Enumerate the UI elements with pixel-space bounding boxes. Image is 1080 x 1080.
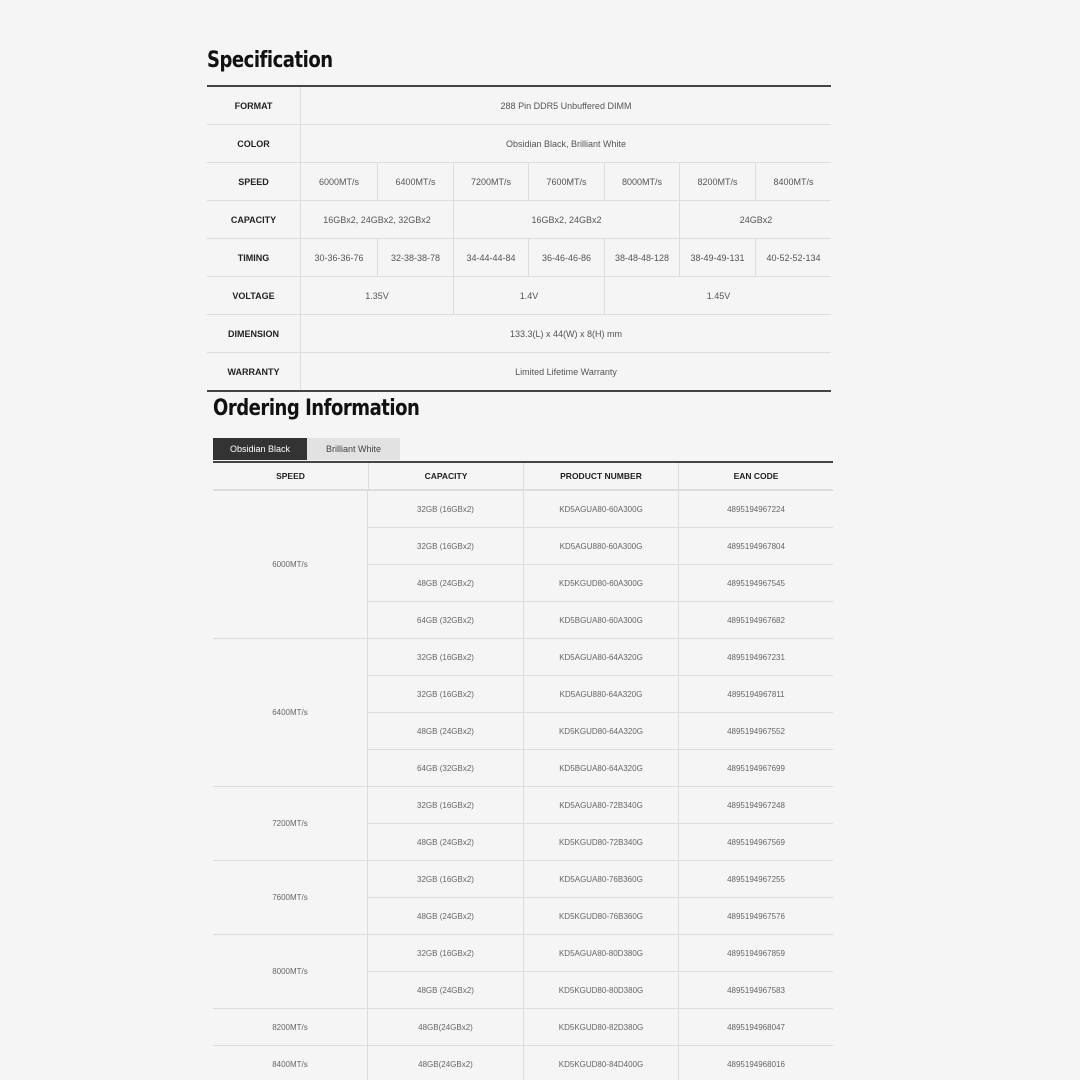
capacity-cell: 64GB (32GBx2) [417,763,474,773]
speed-group-8400 [213,1045,833,1080]
spec-label: SPEED [207,163,301,200]
header-product-number: PRODUCT NUMBER [523,463,678,489]
spec-timing-cell: 34-44-44-84 [453,239,528,276]
ean-code-cell: 4895194967255 [678,861,833,897]
group-speed: 7600MT/s [213,861,368,934]
capacity-cell: 48GB (24GBx2) [417,837,474,847]
ean-code-cell: 4895194967583 [678,972,833,1008]
spec-label: COLOR [207,125,301,162]
table-row [368,861,833,897]
spec-value: 133.3(L) x 44(W) x 8(H) mm [509,328,623,339]
capacity-cell: 48GB (24GBx2) [417,726,474,736]
capacity-cell: 32GB (16GBx2) [417,541,474,551]
header-capacity: CAPACITY [368,463,523,489]
ean-code-cell: 4895194967224 [678,491,833,527]
speed-group-7600 [213,860,833,934]
speed-group-7200 [213,786,833,860]
spec-value: Obsidian Black, Brilliant White [505,138,627,149]
product-number-cell: KD5KGUD80-84D400G [523,1046,678,1080]
ean-code-cell: 4895194967552 [678,713,833,749]
table-row [368,897,833,934]
table-row [368,639,833,675]
specification-title: Specification [207,48,333,73]
capacity-cell: 64GB (32GBx2) [417,615,474,625]
table-row [368,749,833,786]
spec-speed-cell: 6000MT/s [318,176,360,187]
product-number-cell: KD5KGUD80-64A320G [523,713,678,749]
ean-code-cell: 4895194967569 [678,824,833,860]
group-speed: 8400MT/s [213,1046,368,1080]
spec-label: VOLTAGE [207,277,301,314]
header-ean-code: EAN CODE [678,463,833,489]
capacity-cell: 48GB (24GBx2) [417,578,474,588]
color-tabs [213,438,400,460]
group-speed: 6000MT/s [213,491,368,638]
group-speed: 7200MT/s [213,787,368,860]
spec-speed-cell: 8400MT/s [755,163,831,200]
spec-capacity-cell: 16GBx2, 24GBx2 [453,201,679,238]
product-number-cell: KD5BGUA80-60A300G [523,602,678,638]
spec-voltage-cell: 1.45V [604,277,832,314]
speed-group-6400 [213,638,833,786]
table-row [368,601,833,638]
ean-code-cell: 4895194967231 [678,639,833,675]
ean-code-cell: 4895194968047 [678,1009,833,1045]
table-row [368,564,833,601]
ordering-table [213,461,833,1080]
ean-code-cell: 4895194967804 [678,528,833,564]
product-number-cell: KD5AGU880-64A320G [523,676,678,712]
table-row [368,527,833,564]
header-speed: SPEED [276,471,305,481]
spec-speed-cell: 8200MT/s [679,163,755,200]
spec-row-speed [207,162,831,200]
group-speed: 8200MT/s [213,1009,368,1045]
table-row [368,1009,833,1045]
spec-timing-cell: 36-46-46-86 [528,239,604,276]
ean-code-cell: 4895194967859 [678,935,833,971]
capacity-cell: 32GB (16GBx2) [417,689,474,699]
spec-speed-cell: 7600MT/s [528,163,604,200]
spec-timing-cell: 38-48-48-128 [604,239,679,276]
tab-obsidian-black[interactable]: Obsidian Black [213,438,307,460]
product-number-cell: KD5KGUD80-60A300G [523,565,678,601]
table-row [368,971,833,1008]
capacity-cell: 32GB (16GBx2) [417,874,474,884]
speed-group-6000 [213,490,833,638]
product-number-cell: KD5AGUA80-80D380G [523,935,678,971]
product-number-cell: KD5AGUA80-72B340G [523,787,678,823]
table-row [368,823,833,860]
spec-row-capacity [207,200,831,238]
ean-code-cell: 4895194967576 [678,898,833,934]
product-number-cell: KD5KGUD80-72B340G [523,824,678,860]
ean-code-cell: 4895194967811 [678,676,833,712]
ordering-title: Ordering Information [213,396,420,421]
capacity-cell: 48GB (24GBx2) [417,911,474,921]
tab-brilliant-white[interactable]: Brilliant White [307,438,400,460]
product-number-cell: KD5KGUD80-82D380G [523,1009,678,1045]
spec-row-dimension [207,314,831,352]
group-speed: 8000MT/s [213,935,368,1008]
capacity-cell: 32GB (16GBx2) [417,652,474,662]
product-number-cell: KD5KGUD80-80D380G [523,972,678,1008]
speed-group-8000 [213,934,833,1008]
spec-speed-cell: 7200MT/s [453,163,528,200]
spec-speed-cell: 8000MT/s [604,163,679,200]
table-row [368,675,833,712]
group-speed: 6400MT/s [213,639,368,786]
capacity-cell: 32GB (16GBx2) [417,948,474,958]
table-row [368,491,833,527]
table-row [368,712,833,749]
table-header [213,463,833,490]
product-number-cell: KD5AGUA80-64A320G [523,639,678,675]
spec-label: WARRANTY [207,353,301,390]
spec-timing-cell: 40-52-52-134 [755,239,831,276]
ean-code-cell: 4895194967682 [678,602,833,638]
spec-voltage-cell: 1.35V [365,290,389,301]
spec-voltage-cell: 1.4V [453,277,604,314]
spec-capacity-cell: 16GBx2, 24GBx2, 32GBx2 [323,214,431,225]
spec-timing-cell: 38-49-49-131 [679,239,755,276]
spec-label: DIMENSION [207,315,301,352]
table-row [368,1046,833,1080]
spec-value: Limited Lifetime Warranty [515,366,617,377]
spec-row-color [207,124,831,162]
table-row [368,935,833,971]
spec-row-warranty [207,352,831,390]
ean-code-cell: 4895194967699 [678,750,833,786]
spec-timing-cell: 32-38-38-78 [377,239,453,276]
product-number-cell: KD5BGUA80-64A320G [523,750,678,786]
speed-group-8200 [213,1008,833,1045]
product-number-cell: KD5AGUA80-60A300G [523,491,678,527]
specification-table [207,85,831,392]
capacity-cell: 48GB (24GBx2) [417,985,474,995]
spec-row-voltage [207,276,831,314]
spec-row-format [207,87,831,124]
spec-label: FORMAT [207,87,301,124]
ean-code-cell: 4895194967545 [678,565,833,601]
capacity-cell: 48GB(24GBx2) [418,1022,473,1032]
spec-value: 288 Pin DDR5 Unbuffered DIMM [500,100,632,111]
table-row [368,787,833,823]
ean-code-cell: 4895194967248 [678,787,833,823]
ean-code-cell: 4895194968016 [678,1046,833,1080]
spec-capacity-cell: 24GBx2 [679,201,832,238]
spec-speed-cell: 6400MT/s [377,163,453,200]
product-number-cell: KD5AGUA80-76B360G [523,861,678,897]
capacity-cell: 48GB(24GBx2) [418,1059,473,1069]
spec-row-timing [207,238,831,276]
spec-timing-cell: 30-36-36-76 [314,252,364,263]
capacity-cell: 32GB (16GBx2) [417,800,474,810]
product-number-cell: KD5AGU880-60A300G [523,528,678,564]
spec-label: CAPACITY [207,201,301,238]
capacity-cell: 32GB (16GBx2) [417,504,474,514]
product-number-cell: KD5KGUD80-76B360G [523,898,678,934]
spec-label: TIMING [207,239,301,276]
